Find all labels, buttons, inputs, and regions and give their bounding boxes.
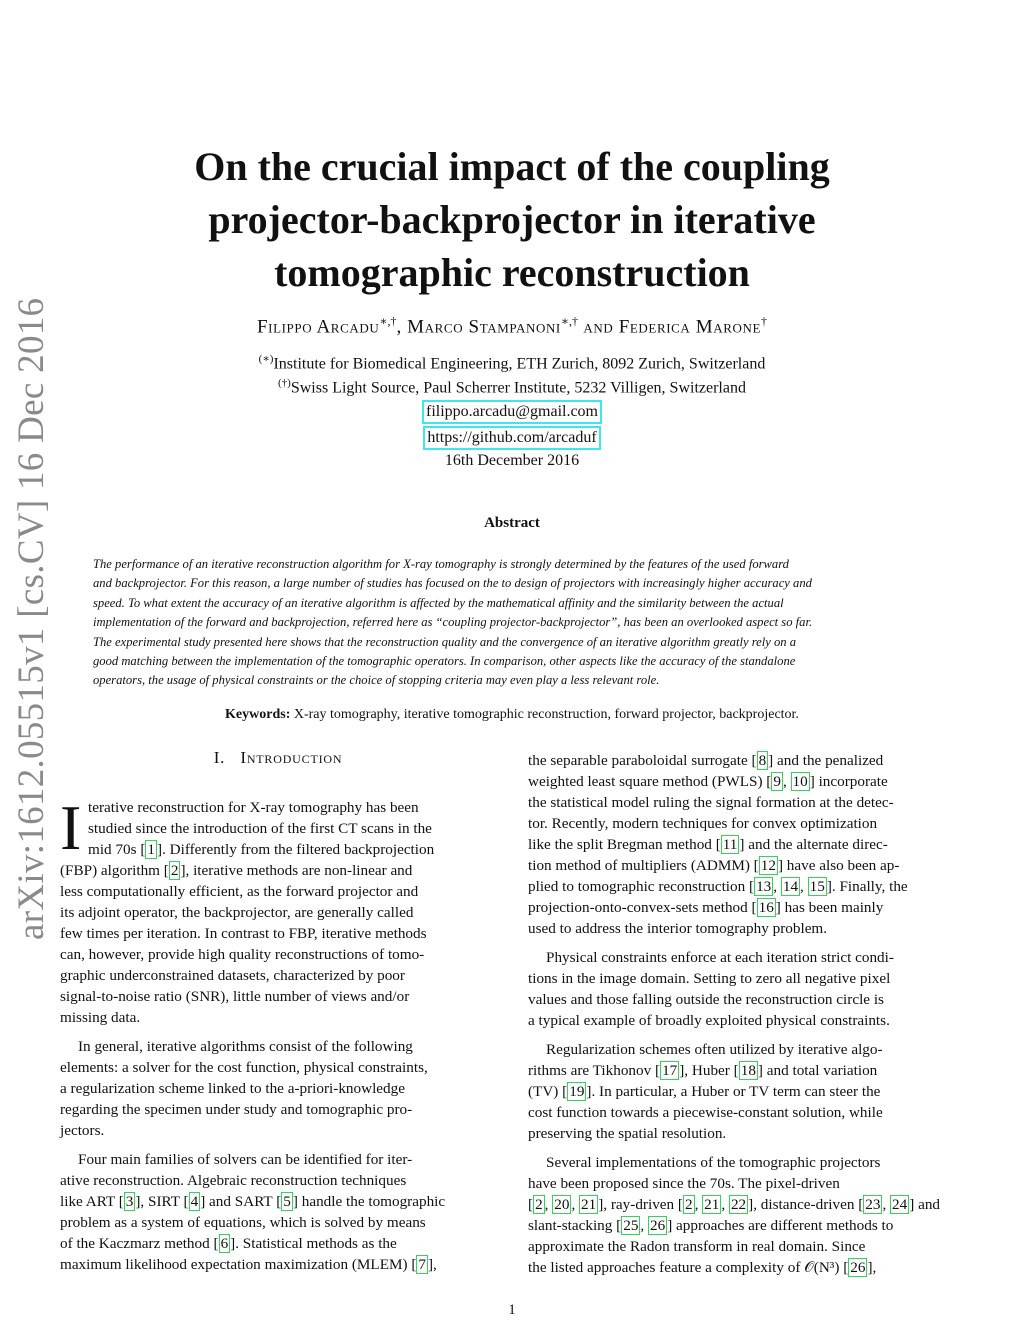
- text-line: Regularization schemes often utilized by iterative algo-: [546, 1041, 883, 1058]
- citation-link[interactable]: 13: [756, 878, 772, 895]
- email-row: [100, 400, 924, 424]
- citation-link[interactable]: 8: [758, 752, 767, 769]
- citation-link[interactable]: 10: [792, 773, 808, 790]
- text-line: mid 70s [ 1 ]. Differently from the filtered backprojection: [88, 841, 435, 858]
- text-line: plied to tomographic reconstruction [ 13 , 14 , 15 ]. Finally, the: [528, 878, 908, 895]
- text-line: can, however, provide high quality reconstructions of tomo-: [60, 946, 425, 963]
- author-affiliation-mark: ∗,†: [379, 314, 397, 328]
- text-line: the separable paraboloidal surrogate [ 8 ] and the penalized: [528, 752, 884, 769]
- keywords: [100, 707, 924, 723]
- text-line: a typical example of broadly exploited physical constraints.: [528, 1012, 890, 1029]
- citation-link[interactable]: 14: [782, 878, 799, 895]
- text-line: graphic underconstrained datasets, characterized by poor: [60, 967, 405, 984]
- citation-link[interactable]: 11: [722, 836, 738, 853]
- author-separator: and: [578, 316, 619, 338]
- author-separator: ,: [396, 316, 408, 338]
- title-line: On the crucial impact of the coupling: [194, 144, 830, 189]
- text-line: [ 2 , 20 , 21 ], ray-driven [ 2 , 21 , 22 ], distance-driven [ 23 , 24 ] and: [528, 1196, 941, 1213]
- citation-link[interactable]: 1: [147, 841, 155, 858]
- right-column: [528, 750, 965, 1278]
- citation-link[interactable]: 15: [809, 878, 825, 895]
- text-line: ative reconstruction. Algebraic reconstruction techniques: [60, 1172, 407, 1189]
- paragraph: [60, 792, 496, 1028]
- text-line: the statistical model ruling the signal formation at the detec-: [528, 794, 894, 811]
- section-number: I.: [213, 748, 226, 767]
- citation-link[interactable]: 2: [170, 862, 179, 879]
- paragraph: [528, 750, 965, 939]
- page-number: 1: [508, 1302, 516, 1318]
- abstract-heading: Abstract: [484, 515, 540, 531]
- abstract-line: and backprojector. For this reason, a large number of studies has focused on the to design of projectors with increasingly higher accuracy and: [93, 576, 812, 591]
- abstract-line: implementation of the forward and backprojection, referred here as “coupling projector-backprojector”, has been an overlooked aspect so far.: [93, 615, 813, 630]
- abstract-body: [93, 555, 931, 691]
- author-list: [100, 314, 924, 338]
- text-line: (FBP) algorithm [ 2 ], iterative methods are non-linear and: [60, 862, 413, 879]
- affiliation-text: Institute for Biomedical Engineering, ETH Zurich, 8092 Zurich, Switzerland: [273, 355, 766, 373]
- citation-link[interactable]: 7: [418, 1256, 426, 1273]
- text-line: missing data.: [60, 1009, 141, 1026]
- text-line: rithms are Tikhonov [ 17 ], Huber [ 18 ] and total variation: [528, 1062, 878, 1079]
- paragraph: [60, 1149, 496, 1275]
- paragraph: [528, 1152, 965, 1278]
- arxiv-identifier: arXiv:1612.05515v1 [cs.CV] 16 Dec 2016: [11, 297, 52, 940]
- text-line: jectors.: [60, 1122, 105, 1139]
- github-link[interactable]: https://github.com/arcaduf: [423, 426, 600, 450]
- citation-link[interactable]: 21: [581, 1196, 597, 1213]
- section-heading: [60, 748, 496, 768]
- citation-link[interactable]: 5: [283, 1193, 291, 1210]
- affiliation-text: Swiss Light Source, Paul Scherrer Institute, 5232 Villigen, Switzerland: [290, 379, 746, 397]
- drop-cap: I: [60, 792, 82, 863]
- text-line: projection-onto-convex-sets method [ 16 ] has been mainly: [528, 899, 884, 916]
- citation-link[interactable]: 6: [220, 1235, 229, 1252]
- paragraph: [528, 1039, 965, 1144]
- text-line: regarding the specimen under study and tomographic pro-: [60, 1101, 413, 1118]
- citation-link[interactable]: 26: [650, 1217, 666, 1234]
- citation-link[interactable]: 2: [684, 1196, 693, 1213]
- author-affiliation-mark: ∗,†: [560, 314, 579, 328]
- abstract-line: good matching between the implementation of the tomographic operators. In comparison, other aspects like the accuracy of the standalone: [93, 654, 796, 669]
- text-line: tion method of multipliers (ADMM) [ 12 ] have also been ap-: [528, 857, 900, 874]
- text-line: the listed approaches feature a complexity of 𝒪(N³) [ 26 ],: [528, 1259, 877, 1276]
- text-line: maximum likelihood expectation maximization (MLEM) [ 7 ],: [60, 1256, 437, 1273]
- text-line: values and those falling outside the reconstruction circle is: [528, 991, 884, 1008]
- citation-link[interactable]: 20: [554, 1196, 570, 1213]
- text-line: Four main families of solvers can be identified for iter-: [78, 1151, 413, 1168]
- text-line: a regularization scheme linked to the a-priori-knowledge: [60, 1080, 405, 1097]
- abstract-line: operators, the usage of physical constraints or the choice of stopping criteria may even play a less relevant role.: [93, 673, 660, 688]
- text-line: its adjoint operator, the backprojector, are generally called: [60, 904, 414, 921]
- text-line: Several implementations of the tomographic projectors: [546, 1154, 881, 1171]
- text-line: cost function towards a piecewise-constant solution, while: [528, 1104, 883, 1121]
- text-line: (TV) [ 19 ]. In particular, a Huber or TV term can steer the: [528, 1083, 881, 1100]
- text-line: have been proposed since the 70s. The pixel-driven: [528, 1175, 840, 1192]
- paper-date: 16th December 2016: [444, 452, 580, 469]
- author-name: Filippo Arcadu: [256, 316, 380, 338]
- text-line: less computationally efficient, as the forward projector and: [60, 883, 419, 900]
- author-name: Marco Stampanoni: [407, 316, 561, 338]
- citation-link[interactable]: 25: [623, 1217, 639, 1234]
- text-line: elements: a solver for the cost function, physical constraints,: [60, 1059, 428, 1076]
- affiliation-mark: (∗): [258, 353, 274, 365]
- email-link[interactable]: filippo.arcadu@gmail.com: [422, 400, 602, 424]
- text-line: few times per iteration. In contrast to FBP, iterative methods: [60, 925, 427, 942]
- left-column: [60, 792, 496, 1275]
- text-line: preserving the spatial resolution.: [528, 1125, 727, 1142]
- citation-link[interactable]: 26: [850, 1259, 866, 1276]
- abstract-line: The experimental study presented here shows that the reconstruction quality and the convergence of an iterative algorithm greatly rely on a: [93, 634, 796, 649]
- text-line: Physical constraints enforce at each iteration strict condi-: [546, 949, 894, 966]
- text-line: slant-stacking [ 25 , 26 ] approaches are different methods to: [528, 1217, 894, 1234]
- text-line: weighted least square method (PWLS) [ 9 , 10 ] incorporate: [528, 773, 888, 790]
- title-line: tomographic reconstruction: [274, 250, 750, 295]
- text-line: tor. Recently, modern techniques for convex optimization: [528, 815, 878, 832]
- github-row: [100, 426, 924, 450]
- abstract-line: speed. To what extent the accuracy of an iterative algorithm is affected by the mathematical affinity and the similarity between the actual: [93, 595, 784, 610]
- title-line: projector-backprojector in iterative: [208, 197, 816, 242]
- text-line: of the Kaczmarz method [ 6 ]. Statistical methods as the: [60, 1235, 397, 1252]
- citation-link[interactable]: 2: [535, 1196, 543, 1213]
- text-line: approximate the Radon transform in real domain. Since: [528, 1238, 866, 1255]
- citation-link[interactable]: 22: [730, 1196, 747, 1213]
- text-line: studied since the introduction of the first CT scans in the: [88, 820, 432, 837]
- citation-link[interactable]: 23: [865, 1196, 881, 1213]
- paragraph: [528, 947, 965, 1031]
- text-line: terative reconstruction for X-ray tomography has been: [88, 799, 419, 816]
- text-line: like ART [ 3 ], SIRT [ 4 ] and SART [ 5 ] handle the tomographic: [60, 1193, 446, 1210]
- citation-link[interactable]: 9: [773, 773, 781, 790]
- citation-link[interactable]: 19: [569, 1083, 585, 1100]
- text-line: signal-to-noise ratio (SNR), little number of views and/or: [60, 988, 410, 1005]
- text-line: In general, iterative algorithms consist of the following: [78, 1038, 413, 1055]
- text-line: used to address the interior tomography problem.: [528, 920, 828, 937]
- keywords-label: Keywords:: [225, 707, 291, 722]
- citation-link[interactable]: 17: [662, 1062, 678, 1079]
- section-title: Introduction: [240, 748, 343, 767]
- citation-link[interactable]: 4: [190, 1193, 199, 1210]
- citation-link[interactable]: 12: [760, 857, 776, 874]
- citation-link[interactable]: 16: [758, 899, 774, 916]
- citation-link[interactable]: 3: [125, 1193, 134, 1210]
- paper-title: [100, 140, 924, 299]
- author-name: Federica Marone: [618, 316, 762, 338]
- affiliation-eth: [100, 352, 924, 373]
- keywords-text: X-ray tomography, iterative tomographic reconstruction, forward projector, backprojector.: [290, 707, 799, 722]
- citation-link[interactable]: 24: [892, 1196, 908, 1213]
- paragraph: [60, 1036, 496, 1141]
- citation-link[interactable]: 18: [740, 1062, 756, 1079]
- affiliation-psi: [100, 377, 924, 397]
- author-affiliation-mark: †: [761, 314, 768, 328]
- affiliation-mark: (†): [278, 377, 291, 389]
- text-line: tions in the image domain. Setting to zero all negative pixel: [528, 970, 891, 987]
- abstract-line: The performance of an iterative reconstruction algorithm for X-ray tomography is strongly determined by the features of the used forward: [93, 557, 789, 571]
- text-line: problem as a system of equations, which is solved by means: [60, 1214, 426, 1231]
- citation-link[interactable]: 21: [704, 1196, 720, 1213]
- text-line: like the split Bregman method [ 11 ] and the alternate direc-: [528, 836, 888, 853]
